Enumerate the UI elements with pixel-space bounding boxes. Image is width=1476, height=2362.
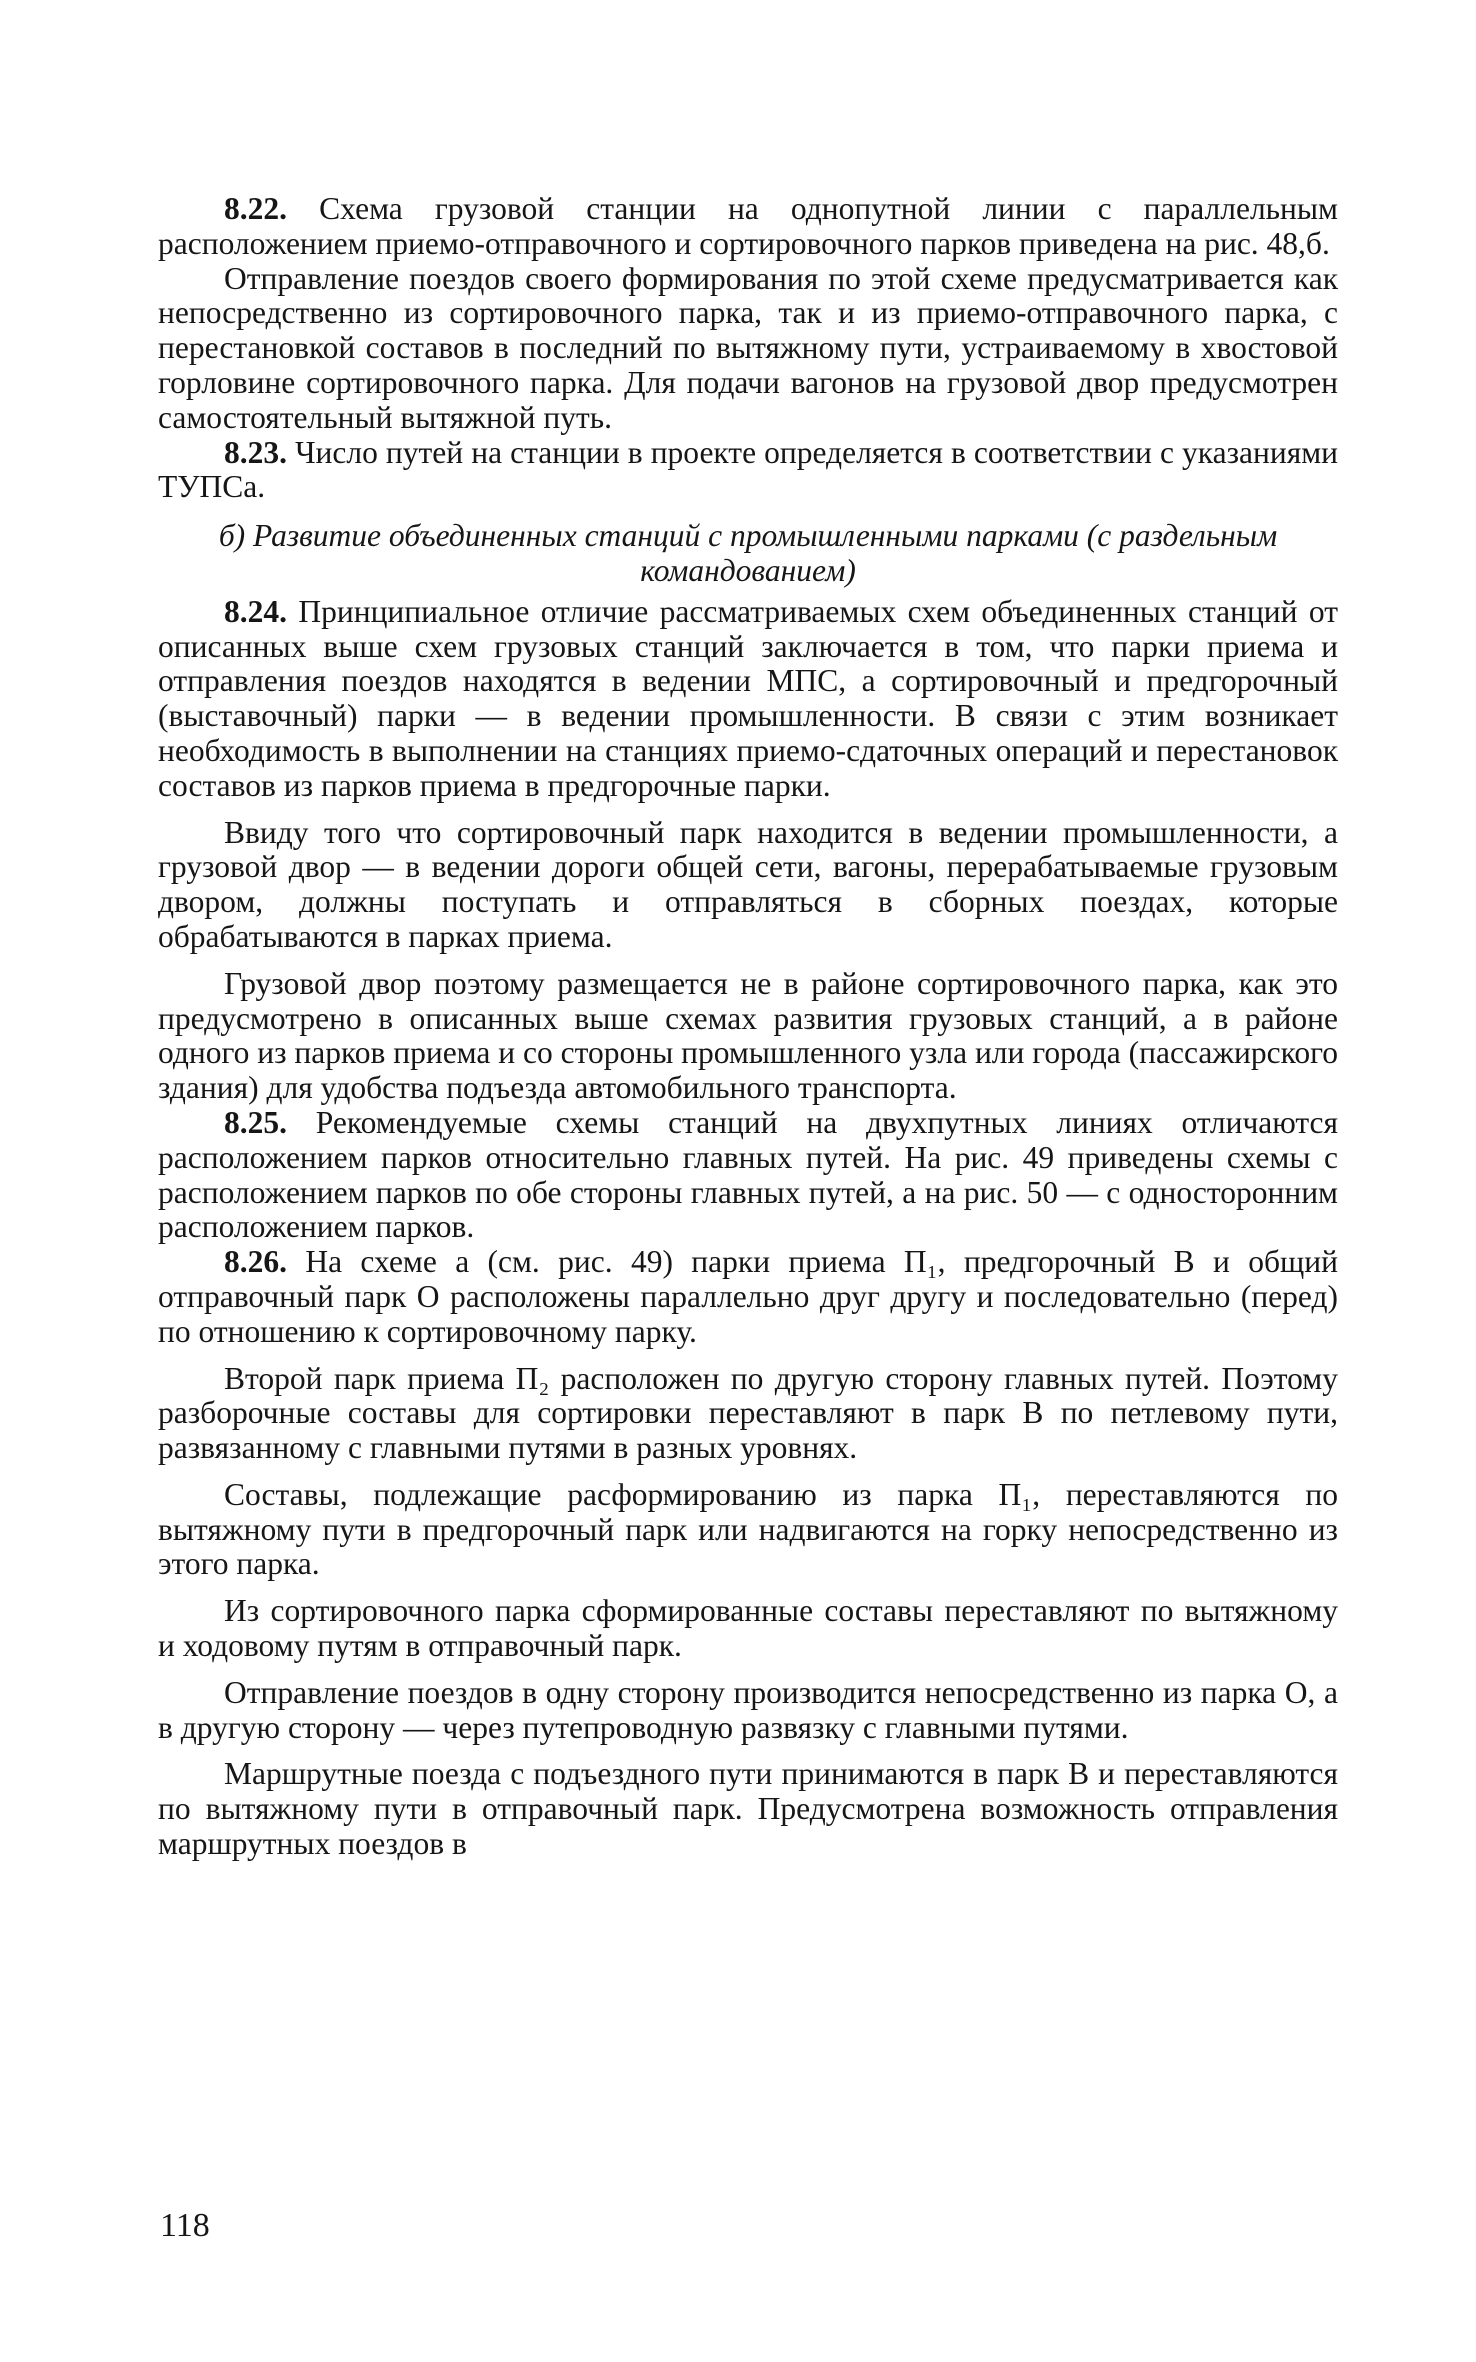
paragraph-8-23 <box>158 436 1338 506</box>
paragraph-text: Ввиду того что сортировочный парк находится в ведении промышленности, а грузовой двор — в ведении дороги общей сети, вагоны, перерабатываемые грузовым двором, должны поступать и отправляться в сборных поездах, которые обрабатываются в парках приема. <box>158 814 1338 954</box>
paragraph <box>158 262 1338 436</box>
paragraph-text: Отправление поездов в одну сторону производится непосредственно из парка О, а в другую сторону — через путепроводную развязку с главными путями. <box>158 1674 1338 1745</box>
paragraph-text: Маршрутные поезда с подъездного пути принимаются в парк В и переставляются по вытяжному пути в отправочный парк. Предусмотрена возможность отправления маршрутных поездов в <box>158 1756 1338 1862</box>
paragraph <box>158 1362 1338 1466</box>
paragraph-text: Принципиальное отличие рассматриваемых схем объединенных станций от описанных выше схем грузовых станций заключается в том, что парки приема и отправления поездов находятся в ведении МПС, а сортировочный и предгорочный (выставочный) парки — в ведении промышленности. В связи с этим возникает необходимость в выполнении на станциях приемо-сдаточных операций и перестановок составов из парков приема в предгорочные парки. <box>158 593 1338 803</box>
clause-number: 8.26. <box>224 1244 287 1280</box>
section-heading: б) Развитие объединенных станций с промышленными парками (с раздельным командованием) <box>218 518 1278 588</box>
paragraph-text: Второй парк приема П₂ расположен по другую сторону главных путей. Поэтому разборочные составы для сортировки переставляют в парк В по петлевому пути, развязанному с главными путями в разных уровнях. <box>158 1360 1338 1466</box>
paragraph-8-24 <box>158 595 1338 804</box>
clause-number: 8.22. <box>224 191 287 226</box>
paragraph-8-22 <box>158 192 1338 262</box>
paragraph-text: Рекомендуемые схемы станций на двухпутных линиях отличаются расположением парков относительно главных путей. На рис. 49 приведены схемы с расположением парков по обе стороны главных путей, а на рис. 50 — с односторонним расположением парков. <box>158 1104 1338 1245</box>
paragraph-text: Схема грузовой станции на однопутной линии с параллельным расположением приемо-отправочного и сортировочного парков приведена на рис. 48,б. <box>158 191 1338 261</box>
paragraph <box>158 1757 1338 1861</box>
clause-number: 8.23. <box>224 434 287 470</box>
paragraph <box>158 967 1338 1106</box>
paragraph-text: На схеме а (см. рис. 49) парки приема П₁, предгорочный В и общий отправочный парк О расположены параллельно друг другу и последовательно (перед) по отношению к сортировочному парку. <box>158 1244 1338 1349</box>
text-column <box>158 192 1338 1862</box>
paragraph-text: Число путей на станции в проекте определяется в соответствии с указаниями ТУПСа. <box>158 434 1338 505</box>
paragraph-8-25 <box>158 1106 1338 1245</box>
paragraph-text: Составы, подлежащие расформированию из парка П₁, переставляются по вытяжному пути в предгорочный парк или надвигаются на горку непосредственно из этого парка. <box>158 1476 1338 1582</box>
clause-number: 8.25. <box>224 1104 287 1140</box>
clause-number: 8.24. <box>224 593 287 629</box>
paragraph-text: Из сортировочного парка сформированные составы переставляют по вытяжному и ходовому путям в отправочный парк. <box>158 1593 1338 1664</box>
paragraph <box>158 1478 1338 1582</box>
paragraph <box>158 816 1338 955</box>
paragraph-text: Грузовой двор поэтому размещается не в районе сортировочного парка, как это предусмотрено в описанных выше схемах развития грузовых станций, а в районе одного из парков приема и со стороны промышленного узла или города (пассажирского здания) для удобства подъезда автомобильного транспорта. <box>158 965 1338 1106</box>
paragraph <box>158 1676 1338 1746</box>
paragraph <box>158 1594 1338 1664</box>
page-number: 118 <box>160 2207 210 2244</box>
paragraph-8-26 <box>158 1245 1338 1349</box>
paragraph-text: Отправление поездов своего формирования по этой схеме предусматривается как непосредственно из сортировочного парка, так и из приемо-отправочного парка, с перестановкой составов в последний по вытяжному пути, устраиваемому в хвостовой горловине сортировочного парка. Для подачи вагонов на грузовой двор предусмотрен самостоятельный вытяжной путь. <box>158 260 1338 435</box>
